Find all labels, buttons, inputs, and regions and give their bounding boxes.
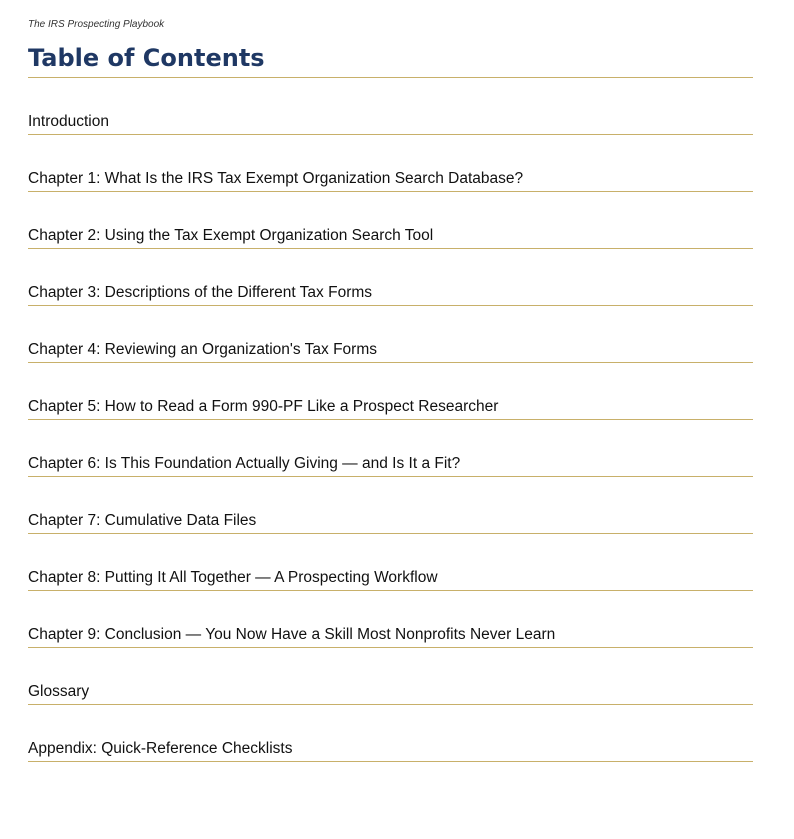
toc-entry-label[interactable]: Chapter 7: Cumulative Data Files — [28, 512, 257, 529]
toc-entry-label[interactable]: Chapter 9: Conclusion — You Now Have a Skill Most Nonprofits Never Learn — [28, 626, 556, 643]
toc-entry-label[interactable]: Introduction — [28, 113, 109, 130]
toc-entry-chapter-4[interactable] — [28, 306, 753, 363]
toc-entry-chapter-7[interactable] — [28, 477, 753, 534]
toc-entry-label[interactable]: Chapter 6: Is This Foundation Actually Giving — and Is It a Fit? — [28, 455, 461, 472]
toc-entry-chapter-6[interactable] — [28, 420, 753, 477]
toc-entry-chapter-2[interactable] — [28, 192, 753, 249]
toc-entry-chapter-1[interactable] — [28, 135, 753, 192]
toc-entry-chapter-5[interactable] — [28, 363, 753, 420]
toc-entry-label[interactable]: Chapter 2: Using the Tax Exempt Organization Search Tool — [28, 227, 434, 244]
toc-entry-label[interactable]: Chapter 8: Putting It All Together — A Prospecting Workflow — [28, 569, 438, 586]
toc-entry-label[interactable]: Chapter 5: How to Read a Form 990-PF Like a Prospect Researcher — [28, 398, 499, 415]
toc-entry-label[interactable]: Appendix: Quick-Reference Checklists — [28, 740, 293, 757]
toc-entry-chapter-3[interactable] — [28, 249, 753, 306]
toc-entry-chapter-8[interactable] — [28, 534, 753, 591]
running-header: The IRS Prospecting Playbook — [28, 19, 165, 30]
toc-entry-label[interactable]: Glossary — [28, 683, 90, 700]
toc-entry-glossary[interactable] — [28, 648, 753, 705]
toc-entry-label[interactable]: Chapter 4: Reviewing an Organization's Tax Forms — [28, 341, 377, 358]
table-of-contents — [28, 78, 753, 762]
toc-entry-chapter-9[interactable] — [28, 591, 753, 648]
toc-entry-appendix[interactable] — [28, 705, 753, 762]
page-title: Table of Contents — [28, 40, 753, 78]
toc-entry-label[interactable]: Chapter 1: What Is the IRS Tax Exempt Organization Search Database? — [28, 170, 524, 187]
toc-entry-introduction[interactable] — [28, 78, 753, 135]
toc-entry-label[interactable]: Chapter 3: Descriptions of the Different Tax Forms — [28, 284, 373, 301]
